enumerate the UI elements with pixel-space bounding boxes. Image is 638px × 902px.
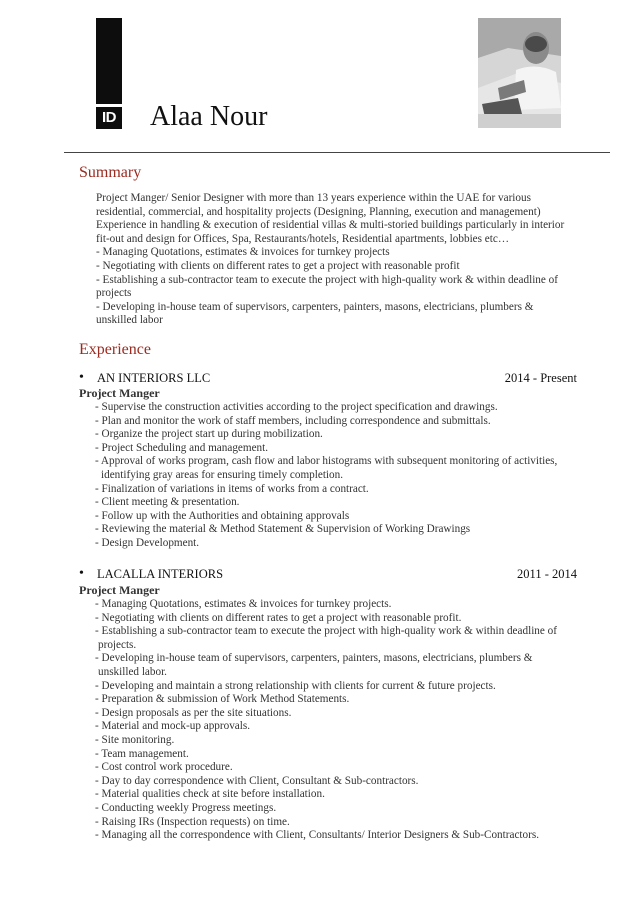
summary-line: Project Manger/ Senior Designer with more than 13 years experience within the UAE for various bbox=[96, 192, 531, 204]
summary-line: - Negotiating with clients on different rates to get a project with reasonable profit bbox=[96, 259, 460, 272]
job-header bbox=[79, 371, 577, 387]
summary-line: - Establishing a sub-contractor team to execute the project with high-quality work & within deadline of bbox=[96, 273, 558, 286]
duty-item: - Supervise the construction activities according to the project specification and drawings. bbox=[95, 401, 498, 413]
duty-item: - Material and mock-up approvals. bbox=[95, 720, 251, 733]
summary-line: fit-out and design for Offices, Spa, Restaurants/hotels, Residential apartments, lobbies etc… bbox=[96, 232, 510, 245]
duty-item: - Design proposals as per the site situations. bbox=[95, 706, 292, 719]
duty-item: - Approval of works program, cash flow and labor histograms with subsequent monitoring of activities, identifying gray areas for ensuring timely completion. bbox=[95, 455, 595, 482]
job-period: 2014 - Present bbox=[504, 371, 577, 385]
job-role: Project Manger bbox=[79, 583, 160, 597]
bullet-icon: • bbox=[79, 370, 84, 385]
duty-item: - Design Development. bbox=[95, 536, 200, 549]
company-name: AN INTERIORS LLC bbox=[97, 371, 211, 385]
duty-item: - Managing Quotations, estimates & invoices for turnkey projects. bbox=[95, 598, 392, 610]
duty-list bbox=[95, 401, 595, 551]
duty-item: - Site monitoring. bbox=[95, 733, 175, 746]
summary-line: Experience in handling & execution of residential villas & multi-storied buildings particularly in interior bbox=[96, 219, 565, 232]
header-divider bbox=[64, 152, 610, 153]
duty-item: - Follow up with the Authorities and obtaining approvals bbox=[95, 509, 350, 522]
duty-item: - Organize the project start up during mobilization. bbox=[95, 428, 323, 441]
duty-item: - Conducting weekly Progress meetings. bbox=[95, 801, 277, 814]
summary-heading: Summary bbox=[79, 164, 142, 181]
experience-heading: Experience bbox=[79, 341, 151, 358]
candidate-name: Alaa Nour bbox=[150, 101, 268, 132]
job-period: 2011 - 2014 bbox=[517, 567, 577, 581]
duty-item: - Negotiating with clients on different rates to get a project with reasonable profit. bbox=[95, 611, 462, 624]
duty-item: - Finalization of variations in items of works from a contract. bbox=[95, 482, 369, 495]
summary-line: unskilled labor bbox=[96, 314, 163, 327]
duty-item: - Managing all the correspondence with Client, Consultants/ Interior Designers & Sub-Contractors. bbox=[95, 829, 539, 842]
duty-item: - Cost control work procedure. bbox=[95, 761, 233, 774]
duty-item: - Raising IRs (Inspection requests) on time. bbox=[95, 815, 290, 828]
duty-continuation: unskilled labor. bbox=[98, 665, 167, 678]
duty-item: - Establishing a sub-contractor team to execute the project with high-quality work & within deadline of projects. bbox=[95, 625, 595, 652]
summary-line: - Managing Quotations, estimates & invoices for turnkey projects bbox=[96, 246, 390, 259]
duty-item: - Developing in-house team of supervisors, carpenters, painters, masons, electricians, plumbers & unskilled labor. bbox=[95, 652, 595, 679]
bullet-icon: • bbox=[79, 566, 84, 581]
logo-bar bbox=[96, 18, 122, 104]
duty-item: - Project Scheduling and management. bbox=[95, 441, 269, 454]
duty-item: - Preparation & submission of Work Method Statements. bbox=[95, 693, 350, 706]
duty-item: - Reviewing the material & Method Statement & Supervision of Working Drawings bbox=[95, 523, 471, 536]
duty-item: - Client meeting & presentation. bbox=[95, 496, 240, 509]
job-role: Project Manger bbox=[79, 386, 160, 400]
summary-line: projects bbox=[96, 287, 132, 300]
job-header bbox=[79, 567, 577, 583]
duty-item: - Plan and monitor the work of staff members, including correspondence and submittals. bbox=[95, 414, 491, 427]
duty-continuation: identifying gray areas for ensuring timely completion. bbox=[101, 468, 344, 481]
profile-photo bbox=[478, 18, 561, 128]
summary-text bbox=[96, 192, 591, 328]
duty-item: - Team management. bbox=[95, 747, 189, 760]
duty-continuation: projects. bbox=[98, 638, 137, 651]
duty-item: - Developing and maintain a strong relationship with clients for current & future projects. bbox=[95, 679, 496, 692]
duty-item: - Day to day correspondence with Client, Consultant & Sub-contractors. bbox=[95, 774, 419, 787]
duty-item: - Material qualities check at site before installation. bbox=[95, 788, 325, 801]
company-name: LACALLA INTERIORS bbox=[97, 567, 224, 581]
duty-list bbox=[95, 598, 595, 843]
summary-line: - Developing in-house team of supervisors, carpenters, painters, masons, electricians, plumbers & bbox=[96, 300, 534, 313]
summary-line: residential, commercial, and hospitality projects (Designing, Planning, execution and management) bbox=[96, 205, 541, 218]
logo-id-mark: ID bbox=[96, 107, 122, 129]
